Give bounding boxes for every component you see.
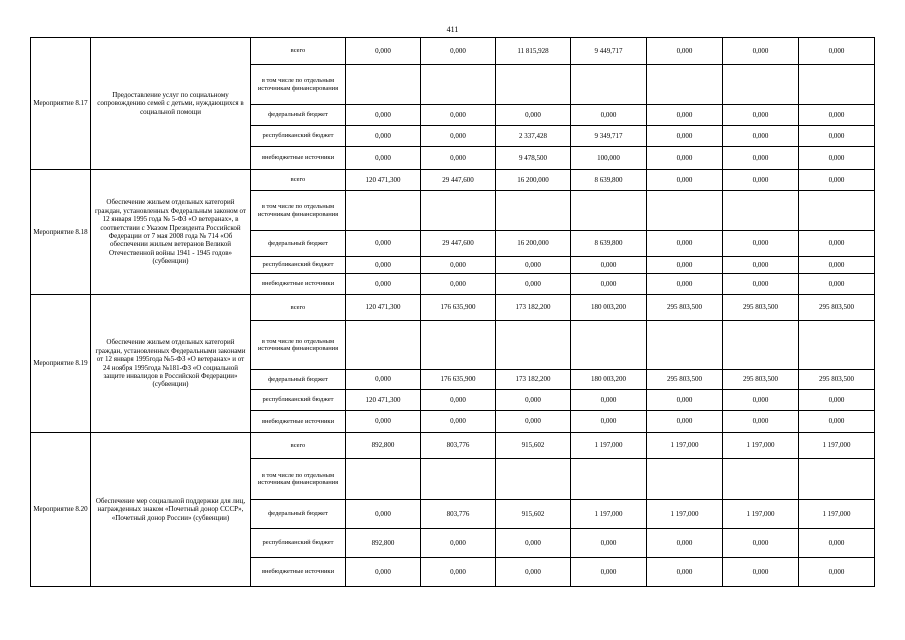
value-cell: 0,000 <box>346 231 421 257</box>
funding-source-cell: в том числе по отдельным источникам финансирования <box>251 459 346 500</box>
value-cell: 295 803,500 <box>647 295 723 321</box>
funding-source-cell: в том числе по отдельным источникам финансирования <box>251 65 346 105</box>
value-cell: 120 471,300 <box>346 390 421 411</box>
value-cell <box>346 459 421 500</box>
value-cell: 0,000 <box>496 558 571 587</box>
measure-label: Мероприятие 8.20 <box>31 433 91 587</box>
value-cell: 0,000 <box>496 257 571 274</box>
value-cell <box>571 459 647 500</box>
value-cell: 0,000 <box>421 529 496 558</box>
funding-source-cell: внебюджетные источники <box>251 147 346 170</box>
value-cell: 0,000 <box>799 170 875 191</box>
value-cell <box>571 321 647 370</box>
value-cell: 0,000 <box>799 105 875 126</box>
funding-source-cell: республиканский бюджет <box>251 126 346 147</box>
value-cell: 0,000 <box>723 529 799 558</box>
funding-source-cell: федеральный бюджет <box>251 500 346 529</box>
value-cell: 0,000 <box>799 274 875 295</box>
value-cell: 0,000 <box>799 558 875 587</box>
value-cell: 0,000 <box>723 126 799 147</box>
value-cell <box>571 65 647 105</box>
value-cell: 0,000 <box>346 105 421 126</box>
funding-source-cell: федеральный бюджет <box>251 105 346 126</box>
value-cell: 29 447,600 <box>421 231 496 257</box>
value-cell <box>346 321 421 370</box>
value-cell <box>723 191 799 231</box>
value-cell: 0,000 <box>799 411 875 433</box>
value-cell: 16 200,000 <box>496 231 571 257</box>
value-cell: 803,776 <box>421 500 496 529</box>
value-cell: 0,000 <box>799 38 875 65</box>
value-cell: 16 200,000 <box>496 170 571 191</box>
value-cell: 9 349,717 <box>571 126 647 147</box>
value-cell <box>647 65 723 105</box>
value-cell <box>496 321 571 370</box>
value-cell: 0,000 <box>723 274 799 295</box>
value-cell: 1 197,000 <box>571 433 647 459</box>
value-cell: 0,000 <box>346 257 421 274</box>
funding-source-cell: всего <box>251 170 346 191</box>
value-cell: 0,000 <box>647 390 723 411</box>
measure-description: Обеспечение мер социальной поддержки для лиц, награжденных знаком «Почетный донор СССР», «Почетный донор России» (субвенции) <box>91 433 251 587</box>
value-cell: 100,000 <box>571 147 647 170</box>
value-cell: 0,000 <box>571 105 647 126</box>
value-cell: 0,000 <box>571 274 647 295</box>
table-row <box>31 295 875 321</box>
value-cell: 0,000 <box>346 147 421 170</box>
funding-source-cell: республиканский бюджет <box>251 257 346 274</box>
value-cell: 0,000 <box>799 390 875 411</box>
value-cell: 0,000 <box>799 147 875 170</box>
value-cell: 0,000 <box>723 390 799 411</box>
value-cell: 0,000 <box>421 38 496 65</box>
value-cell: 295 803,500 <box>723 295 799 321</box>
funding-source-cell: всего <box>251 433 346 459</box>
funding-source-cell: в том числе по отдельным источникам финансирования <box>251 321 346 370</box>
funding-source-cell: внебюджетные источники <box>251 411 346 433</box>
value-cell: 176 635,900 <box>421 370 496 390</box>
value-cell: 9 478,500 <box>496 147 571 170</box>
value-cell: 0,000 <box>571 529 647 558</box>
value-cell <box>647 321 723 370</box>
value-cell <box>496 191 571 231</box>
value-cell: 0,000 <box>496 390 571 411</box>
value-cell: 295 803,500 <box>723 370 799 390</box>
value-cell: 0,000 <box>647 231 723 257</box>
measure-description: Обеспечение жильем отдельных категорий граждан, установленных Федеральным законом от 12 января 1995 года № 5-ФЗ «О ветеранах», в соответствии с Указом Президента Российской Федерации от 7 мая 2008 года № 714 «Об обеспечении жильем ветеранов Великой Отечественной войны 1941 - 1945 годов» (субвенции) <box>91 170 251 295</box>
value-cell: 0,000 <box>571 411 647 433</box>
value-cell: 0,000 <box>346 370 421 390</box>
value-cell: 0,000 <box>723 411 799 433</box>
value-cell: 1 197,000 <box>723 433 799 459</box>
value-cell: 1 197,000 <box>647 500 723 529</box>
value-cell <box>799 459 875 500</box>
value-cell: 0,000 <box>723 38 799 65</box>
value-cell: 0,000 <box>421 558 496 587</box>
value-cell: 120 471,300 <box>346 295 421 321</box>
value-cell: 1 197,000 <box>799 500 875 529</box>
table-row <box>31 433 875 459</box>
value-cell: 11 815,928 <box>496 38 571 65</box>
value-cell: 0,000 <box>799 231 875 257</box>
funding-source-cell: республиканский бюджет <box>251 529 346 558</box>
value-cell: 892,800 <box>346 433 421 459</box>
value-cell: 0,000 <box>723 558 799 587</box>
value-cell: 176 635,900 <box>421 295 496 321</box>
value-cell <box>421 191 496 231</box>
value-cell: 180 003,200 <box>571 295 647 321</box>
value-cell: 0,000 <box>421 105 496 126</box>
value-cell: 0,000 <box>647 257 723 274</box>
funding-source-cell: республиканский бюджет <box>251 390 346 411</box>
value-cell: 0,000 <box>346 500 421 529</box>
measure-label: Мероприятие 8.18 <box>31 170 91 295</box>
value-cell: 1 197,000 <box>571 500 647 529</box>
value-cell <box>647 191 723 231</box>
value-cell: 0,000 <box>723 257 799 274</box>
value-cell: 8 639,800 <box>571 231 647 257</box>
value-cell <box>346 191 421 231</box>
value-cell: 8 639,800 <box>571 170 647 191</box>
value-cell: 0,000 <box>723 105 799 126</box>
value-cell: 9 449,717 <box>571 38 647 65</box>
value-cell: 0,000 <box>346 38 421 65</box>
value-cell: 1 197,000 <box>799 433 875 459</box>
funding-source-cell: федеральный бюджет <box>251 370 346 390</box>
value-cell <box>799 321 875 370</box>
value-cell <box>647 459 723 500</box>
value-cell: 0,000 <box>346 126 421 147</box>
value-cell: 0,000 <box>799 257 875 274</box>
measure-description: Предоставление услуг по социальному сопровождению семей с детьми, нуждающихся в социальной помощи <box>91 38 251 170</box>
value-cell: 295 803,500 <box>799 295 875 321</box>
value-cell: 0,000 <box>723 170 799 191</box>
value-cell: 173 182,200 <box>496 370 571 390</box>
value-cell: 0,000 <box>647 126 723 147</box>
funding-source-cell: всего <box>251 295 346 321</box>
value-cell <box>421 65 496 105</box>
value-cell: 0,000 <box>647 529 723 558</box>
value-cell: 0,000 <box>647 38 723 65</box>
value-cell: 0,000 <box>647 170 723 191</box>
value-cell <box>723 321 799 370</box>
value-cell: 892,800 <box>346 529 421 558</box>
value-cell: 29 447,600 <box>421 170 496 191</box>
budget-table <box>30 37 875 587</box>
value-cell <box>799 191 875 231</box>
value-cell: 180 003,200 <box>571 370 647 390</box>
funding-source-cell: в том числе по отдельным источникам финансирования <box>251 191 346 231</box>
value-cell: 0,000 <box>346 558 421 587</box>
value-cell: 0,000 <box>647 558 723 587</box>
value-cell: 1 197,000 <box>647 433 723 459</box>
value-cell <box>421 321 496 370</box>
value-cell: 0,000 <box>647 274 723 295</box>
value-cell: 1 197,000 <box>723 500 799 529</box>
value-cell: 173 182,200 <box>496 295 571 321</box>
table-row <box>31 170 875 191</box>
value-cell <box>799 65 875 105</box>
value-cell: 915,602 <box>496 500 571 529</box>
measure-label: Мероприятие 8.19 <box>31 295 91 433</box>
funding-source-cell: внебюджетные источники <box>251 558 346 587</box>
value-cell: 0,000 <box>799 529 875 558</box>
value-cell: 0,000 <box>647 105 723 126</box>
funding-source-cell: внебюджетные источники <box>251 274 346 295</box>
value-cell: 915,602 <box>496 433 571 459</box>
value-cell: 0,000 <box>421 411 496 433</box>
measure-label: Мероприятие 8.17 <box>31 38 91 170</box>
value-cell: 0,000 <box>647 147 723 170</box>
value-cell <box>496 459 571 500</box>
funding-source-cell: всего <box>251 38 346 65</box>
value-cell <box>723 65 799 105</box>
funding-source-cell: федеральный бюджет <box>251 231 346 257</box>
value-cell: 0,000 <box>496 105 571 126</box>
value-cell: 0,000 <box>571 390 647 411</box>
value-cell: 120 471,300 <box>346 170 421 191</box>
value-cell: 0,000 <box>346 411 421 433</box>
page-number: 411 <box>446 25 459 34</box>
value-cell: 0,000 <box>799 126 875 147</box>
budget-table-body <box>31 38 875 587</box>
value-cell: 0,000 <box>346 274 421 295</box>
value-cell <box>421 459 496 500</box>
value-cell <box>571 191 647 231</box>
value-cell: 803,776 <box>421 433 496 459</box>
value-cell: 2 337,428 <box>496 126 571 147</box>
value-cell: 0,000 <box>421 274 496 295</box>
value-cell: 295 803,500 <box>647 370 723 390</box>
value-cell: 0,000 <box>647 411 723 433</box>
value-cell <box>496 65 571 105</box>
value-cell: 0,000 <box>571 558 647 587</box>
measure-description: Обеспечение жильем отдельных категорий граждан, установленных Федеральными законами от 12 января 1995года №5-ФЗ «О ветеранах» и от 24 ноября 1995года №181-ФЗ «О социальной защите инвалидов в Российской Федерации» (субвенции) <box>91 295 251 433</box>
value-cell <box>346 65 421 105</box>
value-cell: 0,000 <box>421 147 496 170</box>
value-cell: 0,000 <box>723 147 799 170</box>
table-row <box>31 38 875 65</box>
value-cell: 0,000 <box>421 126 496 147</box>
value-cell: 0,000 <box>496 274 571 295</box>
value-cell: 0,000 <box>421 390 496 411</box>
value-cell: 0,000 <box>723 231 799 257</box>
value-cell: 0,000 <box>496 529 571 558</box>
value-cell: 0,000 <box>421 257 496 274</box>
value-cell: 0,000 <box>496 411 571 433</box>
value-cell: 295 803,500 <box>799 370 875 390</box>
value-cell: 0,000 <box>571 257 647 274</box>
value-cell <box>723 459 799 500</box>
